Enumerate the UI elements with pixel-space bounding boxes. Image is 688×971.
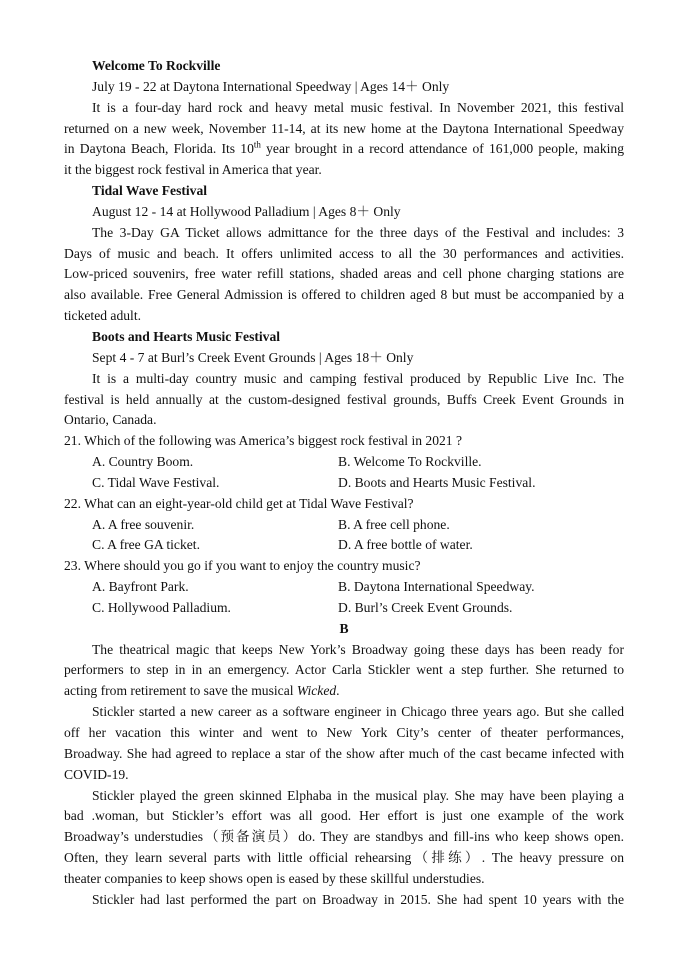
festival2-body-line: The 3-Day GA Ticket allows admittance for the three days of the Festival and includes: 3 xyxy=(92,224,624,240)
section-b-heading: B xyxy=(339,620,349,636)
festival1-body-line xyxy=(64,139,624,160)
festival3-body-line: festival is held annually at the custom-designed festival grounds, Buffs Creek Event Grounds in xyxy=(64,391,624,407)
question-stem: 23. Where should you go if you want to enjoy the country music? xyxy=(64,558,421,574)
p1-last-post: . xyxy=(336,683,340,699)
festival1-body-line: it the biggest rock festival in America that year. xyxy=(64,162,322,178)
option-c: C. Tidal Wave Festival. xyxy=(92,474,220,490)
p1-last-pre: acting from retirement to save the musical xyxy=(64,683,297,699)
passage-b-line xyxy=(64,681,624,702)
festival1-title: Welcome To Rockville xyxy=(92,58,221,73)
festival2-body-line: Days of music and beach. It offers unlimited access to all the 30 performances and activities. xyxy=(64,245,624,261)
question-options-row xyxy=(64,535,624,556)
option-a: A. A free souvenir. xyxy=(92,516,195,532)
option-c: C. Hollywood Palladium. xyxy=(92,599,231,615)
option-b: B. A free cell phone. xyxy=(338,516,450,532)
festival2-title: Tidal Wave Festival xyxy=(92,183,208,199)
document-page xyxy=(64,56,624,911)
passage-b-line: Stickler played the green skinned Elphaba in the musical play. She may have been playing a xyxy=(92,787,624,803)
passage-b-line: Broadway’s understudies（预备演员）do. They are standbys and fill-ins who keep shows open. xyxy=(64,829,624,845)
question-options-row xyxy=(64,577,624,598)
passage-b-line: bad .woman, but Stickler’s effort was all good. Her effort is just one example of the work xyxy=(64,808,624,824)
festival2-info: August 12 - 14 at Hollywood Palladium | Ages 8＋ Only xyxy=(92,203,401,219)
option-a: A. Country Boom. xyxy=(92,454,194,470)
festival2-body-line: ticketed adult. xyxy=(64,308,142,324)
passage-b-line: performers to step in in an emergency. Actor Carla Stickler went a step further. She returned to xyxy=(64,662,624,678)
option-c: C. A free GA ticket. xyxy=(92,537,200,553)
question-options-row xyxy=(64,452,624,473)
passage-b-line: Stickler started a new career as a software engineer in Chicago three years ago. But she called xyxy=(92,704,624,720)
festival2-body-line: also available. Free General Admission is offered to children aged 8 but must be accompanied by a xyxy=(64,287,624,303)
passage-b-line: COVID-19. xyxy=(64,766,129,782)
passage-b-line: Broadway. She had agreed to replace a star of the show after much of the cast became infected with xyxy=(64,745,624,761)
festival1-line3-pre: in Daytona Beach, Florida. Its 10 xyxy=(64,141,254,157)
festival3-info: Sept 4 - 7 at Burl’s Creek Event Grounds | Ages 18＋ Only xyxy=(92,349,414,365)
option-d: D. Burl’s Creek Event Grounds. xyxy=(338,599,513,615)
option-b: B. Welcome To Rockville. xyxy=(338,454,482,470)
option-d: D. Boots and Hearts Music Festival. xyxy=(338,474,536,490)
festival1-line3-post: year brought in a record attendance of 161,000 people, making xyxy=(260,141,624,157)
festival2-body-line: Low-priced souvenirs, free water refill stations, shaded areas and cell phone charging stations are xyxy=(64,266,624,282)
musical-title: Wicked xyxy=(296,683,337,699)
festival1-line3-sup: th xyxy=(253,139,261,150)
question-stem: 22. What can an eight-year-old child get at Tidal Wave Festival? xyxy=(64,495,414,511)
passage-b-line: off her vacation this winter and went to New York City’s center of theater performances, xyxy=(64,725,624,740)
question-options-row xyxy=(64,515,624,536)
festival1-info: July 19 - 22 at Daytona International Speedway | Ages 14＋ Only xyxy=(92,78,450,94)
festival3-body-line: It is a multi-day country music and camping festival produced by Republic Live Inc. The xyxy=(92,370,624,386)
passage-b-line: The theatrical magic that keeps New York’s Broadway going these days has been ready for xyxy=(92,641,624,657)
passage-b-line: Stickler had last performed the part on Broadway in 2015. She had spent 10 years with the xyxy=(92,891,624,907)
passage-b-line: theater companies to keep shows open is eased by these skillful understudies. xyxy=(64,870,485,886)
question-stem: 21. Which of the following was America’s biggest rock festival in 2021 ? xyxy=(64,433,463,449)
festival3-body-line: Ontario, Canada. xyxy=(64,412,157,428)
question-options-row xyxy=(64,598,624,619)
option-a: A. Bayfront Park. xyxy=(92,579,189,595)
festival1-body-line: It is a four-day hard rock and heavy metal music festival. In November 2021, this festival xyxy=(92,99,624,115)
festival3-title: Boots and Hearts Music Festival xyxy=(92,328,281,344)
festival1-body-line: returned on a new week, November 11-14, at its new home at the Daytona International Speedway xyxy=(64,120,624,136)
question-options-row xyxy=(64,473,624,494)
option-d: D. A free bottle of water. xyxy=(338,537,473,553)
passage-b-line: Often, they learn several parts with little official rehearsing（排练）. The heavy pressure on xyxy=(64,850,624,866)
option-b: B. Daytona International Speedway. xyxy=(338,579,535,595)
